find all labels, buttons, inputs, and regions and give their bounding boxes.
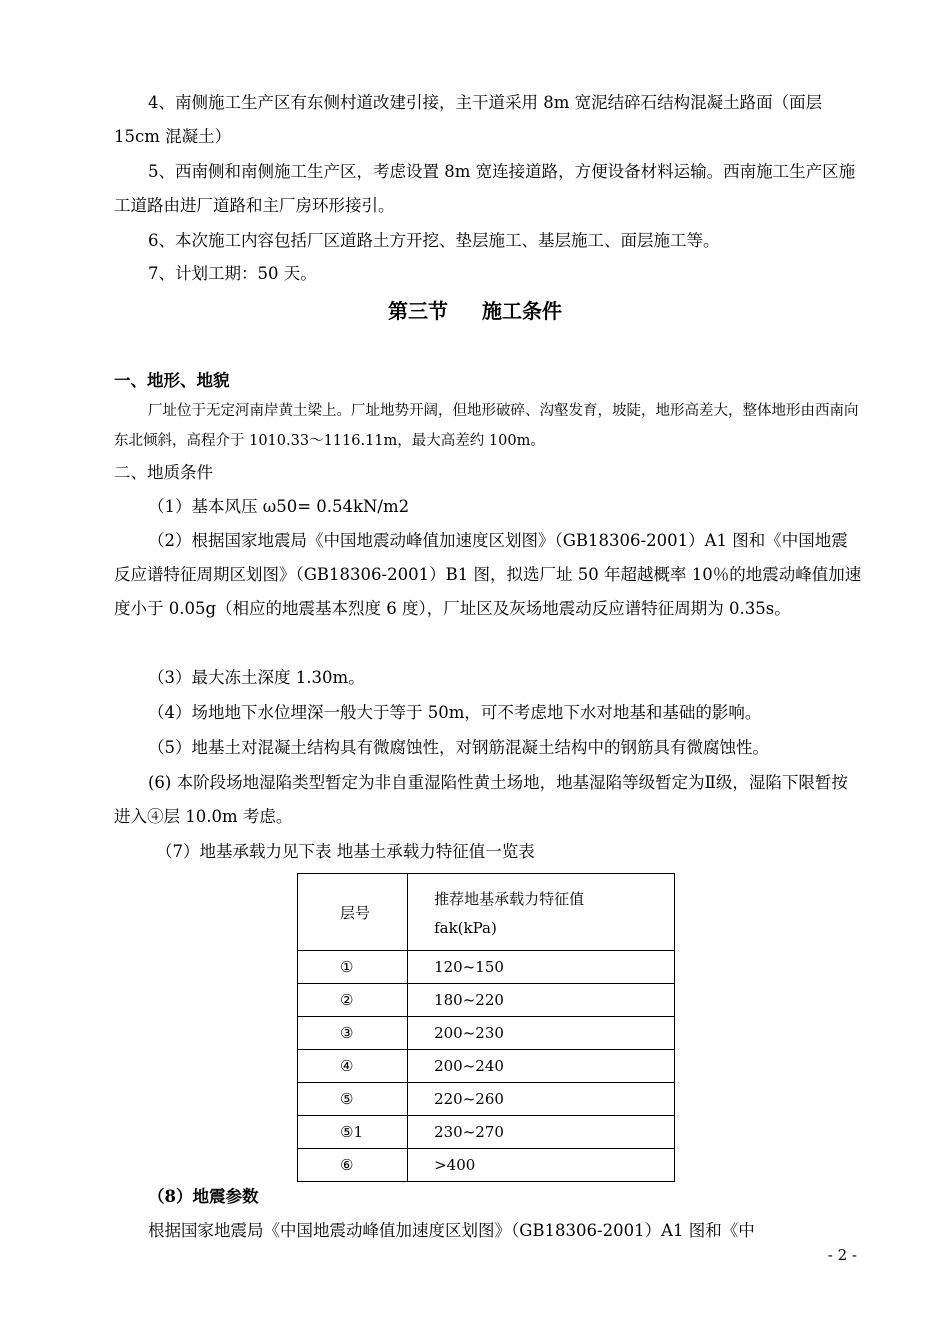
layer-cell: ⑤: [298, 1083, 408, 1116]
table-header-layer: 层号: [298, 874, 408, 951]
layer-cell: ②: [298, 984, 408, 1017]
value-cell: 230~270: [408, 1116, 675, 1149]
section-title: 施工条件: [482, 299, 562, 323]
value-cell: 120~150: [408, 951, 675, 984]
terrain-heading: 一、地形、地貌: [114, 371, 230, 390]
paragraph-7: 7、计划工期：50 天。: [148, 264, 317, 283]
geology-item-8: （8）地震参数: [148, 1187, 259, 1206]
geology-item-8-text: 根据国家地震局《中国地震动峰值加速度区划图》（GB18306-2001）A1 图和《中: [148, 1221, 755, 1240]
geology-heading: 二、地质条件: [114, 463, 213, 482]
layer-cell: ④: [298, 1050, 408, 1083]
table-row: [298, 951, 675, 984]
table-header-value: 推荐地基承载力特征值 fak(kPa): [408, 874, 675, 951]
layer-cell: ⑤1: [298, 1116, 408, 1149]
geology-item-4: （4）场地地下水位埋深一般大于等于 50m，可不考虑地下水对地基和基础的影响。: [148, 703, 762, 722]
value-cell: 180~220: [408, 984, 675, 1017]
table-row: [298, 1017, 675, 1050]
bearing-capacity-table: [297, 873, 675, 1182]
layer-cell: ⑥: [298, 1149, 408, 1182]
section-number: 第三节: [388, 299, 448, 323]
geology-item-1: （1）基本风压 ω50= 0.54kN/m2: [148, 497, 410, 516]
table-row: [298, 1116, 675, 1149]
layer-cell: ③: [298, 1017, 408, 1050]
value-cell: >400: [408, 1149, 675, 1182]
geology-item-2: （2）根据国家地震局《中国地震动峰值加速度区划图》（GB18306-2001）A1 图和《中国地震反应谱特征周期区划图》（GB18306-2001）B1 图，拟选厂址 50 年超越概率 10％的地震动峰值加速度小于 0.05g（相应的地震基本烈度 6 度），厂址区及灰场地震动反应谱特征周期为 0.35s。: [114, 531, 862, 618]
geology-item-5: （5）地基土对混凝土结构具有微腐蚀性，对钢筋混凝土结构中的钢筋具有微腐蚀性。: [148, 738, 769, 757]
value-cell: 220~260: [408, 1083, 675, 1116]
geology-item-3: （3）最大冻土深度 1.30m。: [148, 668, 365, 687]
layer-cell: ①: [298, 951, 408, 984]
table-row: [298, 984, 675, 1017]
section-heading: [0, 293, 950, 329]
table-header-row: [298, 874, 675, 951]
value-cell: 200~240: [408, 1050, 675, 1083]
paragraph-4: 4、南侧施工生产区有东侧村道改建引接，主干道采用 8m 宽泥结碎石结构混凝土路面（面层 15cm 混凝土）: [114, 93, 823, 146]
table-row: [298, 1149, 675, 1182]
geology-item-6: (6) 本阶段场地湿陷类型暂定为非自重湿陷性黄土场地，地基湿陷等级暂定为Ⅱ级，湿陷下限暂按进入④层 10.0m 考虑。: [114, 773, 848, 826]
paragraph-5: 5、西南侧和南侧施工生产区，考虑设置 8m 宽连接道路，方便设备材料运输。西南施工生产区施工道路由进厂道路和主厂房环形接引。: [114, 162, 856, 215]
table-row: [298, 1083, 675, 1116]
geology-item-7: （7）地基承载力见下表 地基土承载力特征值一览表: [156, 842, 535, 861]
terrain-text: 厂址位于无定河南岸黄土梁上。厂址地势开阔，但地形破碎、沟壑发育，坡陡，地形高差大，整体地形由西南向东北倾斜，高程介于 1010.33～1116.11m，最大高差约 100m。: [114, 403, 859, 449]
table-row: [298, 1050, 675, 1083]
paragraph-6: 6、本次施工内容包括厂区道路土方开挖、垫层施工、基层施工、面层施工等。: [148, 231, 720, 250]
value-cell: 200~230: [408, 1017, 675, 1050]
page-number: - 2 -: [827, 1246, 857, 1264]
